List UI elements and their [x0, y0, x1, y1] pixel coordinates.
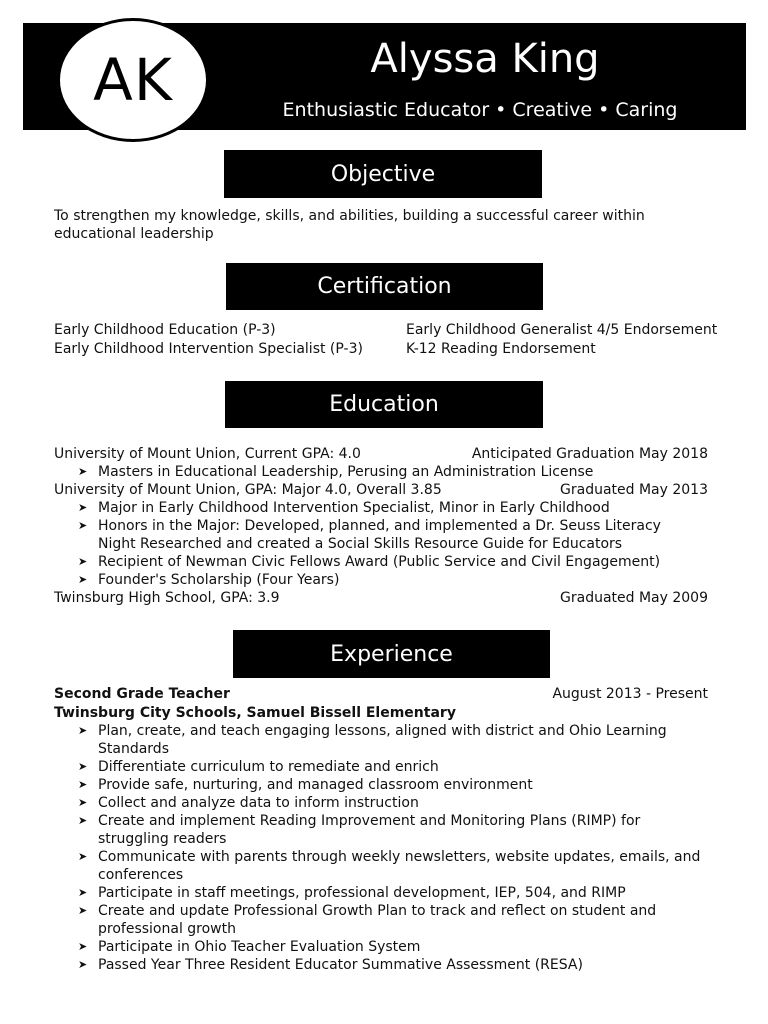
arrow-bullet-icon: ➤	[78, 573, 88, 586]
arrow-bullet-icon: ➤	[78, 724, 88, 737]
arrow-bullet-icon: ➤	[78, 760, 88, 773]
list-item: ➤ Founder's Scholarship (Four Years)	[78, 572, 340, 588]
employer: Twinsburg City Schools, Samuel Bissell Elementary	[54, 705, 456, 721]
arrow-bullet-icon: ➤	[78, 796, 88, 809]
arrow-bullet-icon: ➤	[78, 850, 88, 863]
list-item: ➤ Collect and analyze data to inform instruction	[78, 795, 419, 811]
education-school: University of Mount Union, GPA: Major 4.0, Overall 3.85	[54, 482, 442, 498]
monogram-badge	[57, 18, 209, 142]
list-item: ➤ Participate in staff meetings, professional development, IEP, 504, and RIMP	[78, 885, 626, 901]
arrow-bullet-icon: ➤	[78, 904, 88, 917]
education-bullets	[54, 499, 674, 589]
certification-item: K-12 Reading Endorsement	[406, 341, 596, 357]
education-heading: Education	[225, 381, 543, 428]
education-date: Anticipated Graduation May 2018	[471, 446, 708, 462]
tagline: Enthusiastic Educator • Creative • Caring	[282, 99, 678, 121]
list-item: ➤ Masters in Educational Leadership, Perusing an Administration License	[78, 464, 594, 480]
job-dates: August 2013 - Present	[552, 686, 708, 702]
list-item: ➤ Recipient of Newman Civic Fellows Award (Public Service and Civil Engagement)	[78, 554, 661, 570]
objective-text: To strengthen my knowledge, skills, and abilities, building a successful career within educational leadership	[54, 208, 645, 242]
certification-heading: Certification	[226, 263, 543, 310]
experience-heading: Experience	[233, 630, 550, 678]
arrow-bullet-icon: ➤	[78, 958, 88, 971]
arrow-bullet-icon: ➤	[78, 519, 88, 532]
certification-item: Early Childhood Generalist 4/5 Endorsement	[406, 322, 718, 338]
list-item: ➤ Create and implement Reading Improvement and Monitoring Plans (RIMP) for struggling readers	[78, 813, 641, 847]
list-item: ➤ Honors in the Major: Developed, planned, and implemented a Dr. Seuss Literacy Night Researched and created a Social Skills Resource Guide for Educators	[78, 518, 661, 552]
certification-item: Early Childhood Intervention Specialist (P-3)	[54, 341, 363, 357]
education-bullets	[54, 463, 714, 481]
monogram-text: AK	[93, 46, 173, 114]
list-item: ➤ Create and update Professional Growth Plan to track and reflect on student and professional growth	[78, 903, 657, 937]
arrow-bullet-icon: ➤	[78, 886, 88, 899]
list-item: ➤ Provide safe, nurturing, and managed classroom environment	[78, 777, 533, 793]
experience-bullets	[54, 722, 709, 974]
arrow-bullet-icon: ➤	[78, 940, 88, 953]
education-date: Graduated May 2009	[560, 590, 708, 606]
list-item: ➤ Communicate with parents through weekly newsletters, website updates, emails, and conferences	[78, 849, 701, 883]
list-item: ➤ Plan, create, and teach engaging lessons, aligned with district and Ohio Learning Standards	[78, 723, 667, 757]
arrow-bullet-icon: ➤	[78, 814, 88, 827]
certification-item: Early Childhood Education (P-3)	[54, 322, 276, 338]
list-item: ➤ Passed Year Three Resident Educator Summative Assessment (RESA)	[78, 957, 583, 973]
list-item: ➤ Major in Early Childhood Intervention Specialist, Minor in Early Childhood	[78, 500, 610, 516]
applicant-name: Alyssa King	[370, 36, 600, 82]
education-school: University of Mount Union, Current GPA: 4.0	[54, 446, 361, 462]
arrow-bullet-icon: ➤	[78, 501, 88, 514]
list-item: ➤ Differentiate curriculum to remediate and enrich	[78, 759, 439, 775]
list-item: ➤ Participate in Ohio Teacher Evaluation System	[78, 939, 421, 955]
education-date: Graduated May 2013	[560, 482, 708, 498]
objective-heading: Objective	[224, 150, 542, 198]
arrow-bullet-icon: ➤	[78, 465, 88, 478]
job-title: Second Grade Teacher	[54, 686, 230, 702]
education-school: Twinsburg High School, GPA: 3.9	[54, 590, 280, 606]
arrow-bullet-icon: ➤	[78, 555, 88, 568]
arrow-bullet-icon: ➤	[78, 778, 88, 791]
